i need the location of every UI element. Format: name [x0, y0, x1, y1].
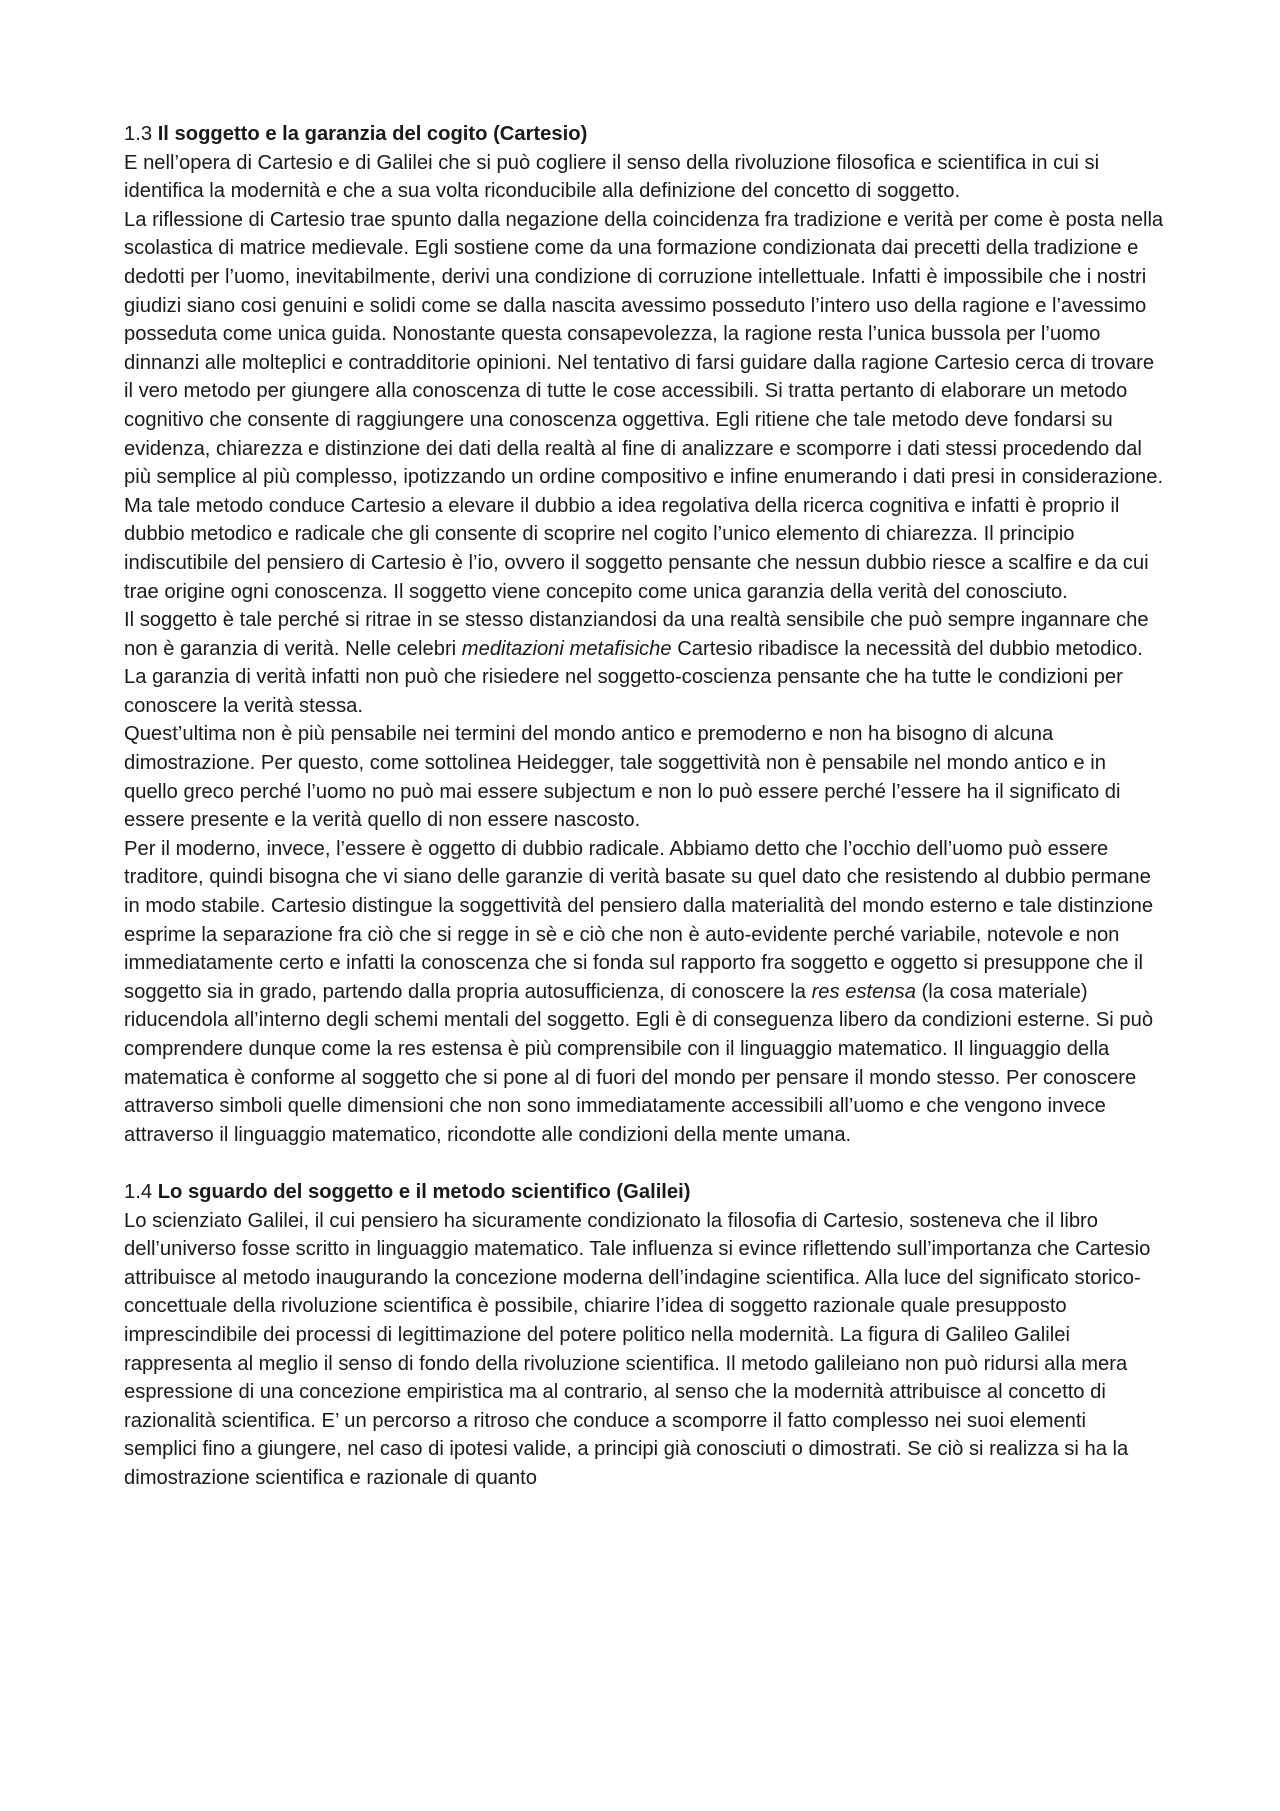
paragraph: La riflessione di Cartesio trae spunto dalla negazione della coincidenza fra tradizione e verità per come è posta nella scolastica di matrice medievale. Egli sostiene come da una formazione condizionata dai precetti della tradizione e dedotti per l’uomo, inevitabilmente, derivi una condizione di corruzione intellettuale. Infatti è impossibile che i nostri giudizi siano cosi genuini e solidi come se dalla nascita avessimo posseduto l’intero uso della ragione e l’avessimo posseduta come unica guida. Nonostante questa consapevolezza, la ragione resta l’unica bussola per l’uomo dinnanzi alle molteplici e contradditorie opinioni. Nel tentativo di farsi guidare dalla ragione Cartesio cerca di trovare il vero metodo per giungere alla conoscenza di tutte le cose accessibili. Si tratta pertanto di elaborare un metodo cognitivo che consente di raggiungere una conoscenza oggettiva. Egli ritiene che tale metodo deve fondarsi su evidenza, chiarezza e distinzione dei dati della realtà al fine di analizzare e scomporre i dati stessi procedendo dal più semplice al più complesso, ipotizzando un ordine compositivo e infine enumerando i dati presi in considerazione. Ma tale metodo conduce Cartesio a elevare il dubbio a idea regolativa della ricerca cognitiva e infatti è proprio il dubbio metodico e radicale che gli consente di scoprire nel cogito l’unico elemento di chiarezza. Il principio indiscutibile del pensiero di Cartesio è l’io, ovvero il soggetto pensante che nessun dubbio riesce a scalfire e da cui trae origine ogni conoscenza. Il soggetto viene concepito come unica garanzia della verità del conosciuto. [124, 208, 1164, 603]
section-number: 1.3 [124, 123, 153, 145]
section-heading [124, 120, 1164, 149]
section-1-4 [124, 1178, 1164, 1493]
section-heading [124, 1178, 1164, 1207]
section-title: Lo sguardo del soggetto e il metodo scientifico (Galilei) [157, 1180, 691, 1203]
paragraph: Per il moderno, invece, l’essere è oggetto di dubbio radicale. Abbiamo detto che l’occhio dell’uomo può essere traditore, quindi bisogna che vi siano delle garanzie di verità basate su quel dato che resistendo al dubbio permane in modo stabile. Cartesio distingue la soggettività del pensiero dalla materialità del mondo esterno e tale distinzione esprime la separazione fra ciò che si regge in sè e ciò che non è auto-evidente perché variabile, notevole e non immediatamente certo e infatti la conoscenza che si fonda sul rapporto fra soggetto e oggetto si presuppone che il soggetto sia in grado, partendo dalla propria autosufficienza, di conoscere la res estensa (la cosa materiale) riducendola all’interno degli schemi mentali del soggetto. Egli è di conseguenza libero da condizioni esterne. Si può comprendere dunque come la res estensa è più comprensibile con il linguaggio matematico. Il linguaggio della matematica è conforme al soggetto che si pone al di fuori del mondo per pensare il mondo stesso. Per conoscere attraverso simboli quelle dimensioni che non sono immediatamente accessibili all’uomo e che vengono invece attraverso il linguaggio matematico, ricondotte alle condizioni della mente umana. [124, 837, 1154, 1146]
italic-title: meditazioni metafisiche [461, 637, 672, 660]
section-1-3 [124, 120, 1164, 1149]
section-title: Il soggetto e la garanzia del cogito (Cartesio) [157, 123, 588, 145]
section-number: 1.4 [124, 1180, 153, 1203]
section-spacer [124, 1149, 1164, 1178]
paragraph: E nell’opera di Cartesio e di Galilei che si può cogliere il senso della rivoluzione filosofica e scientifica in cui si identifica la modernità e che a sua volta riconducibile alla definizione del concetto di soggetto. [124, 151, 1100, 203]
italic-term: res estensa [811, 980, 916, 1003]
paragraph: Quest’ultima non è più pensabile nei termini del mondo antico e premoderno e non ha bisogno di alcuna dimostrazione. Per questo, come sottolinea Heidegger, tale soggettività non è pensabile nel mondo antico e in quello greco perché l’uomo no può mai essere subjectum e non lo può essere perché l’essere ha il significato di essere presente e la verità quello di non essere nascosto. [124, 723, 1121, 832]
paragraph: Il soggetto è tale perché si ritrae in se stesso distanziandosi da una realtà sensibile che può sempre ingannare che non è garanzia di verità. Nelle celebri meditazioni metafisiche Cartesio ribadisce la necessità del dubbio metodico. La garanzia di verità infatti non può che risiedere nel soggetto-coscienza pensante che ha tutte le condizioni per conoscere la verità stessa. [124, 609, 1149, 717]
paragraph: Lo scienziato Galilei, il cui pensiero ha sicuramente condizionato la filosofia di Cartesio, sosteneva che il libro dell’universo fosse scritto in linguaggio matematico. Tale influenza si evince riflettendo sull’importanza che Cartesio attribuisce al metodo inaugurando la concezione moderna dell’indagine scientifica. Alla luce del significato storico-concettuale della rivoluzione scientifica è possibile, chiarire l’idea di soggetto razionale quale presupposto imprescindibile dei processi di legittimazione del potere politico nella modernità. La figura di Galileo Galilei rappresenta al meglio il senso di fondo della rivoluzione scientifica. Il metodo galileiano non può ridursi alla mera espressione di una concezione empiristica ma al contrario, al senso che la modernità attribuisce al concetto di razionalità scientifica. E’ un percorso a ritroso che conduce a scomporre il fatto complesso nei suoi elementi semplici fino a giungere, nel caso di ipotesi valide, a principi già conosciuti o dimostrati. Se ciò si realizza si ha la dimostrazione scientifica e razionale di quanto [124, 1209, 1151, 1489]
document-page [124, 120, 1164, 1493]
